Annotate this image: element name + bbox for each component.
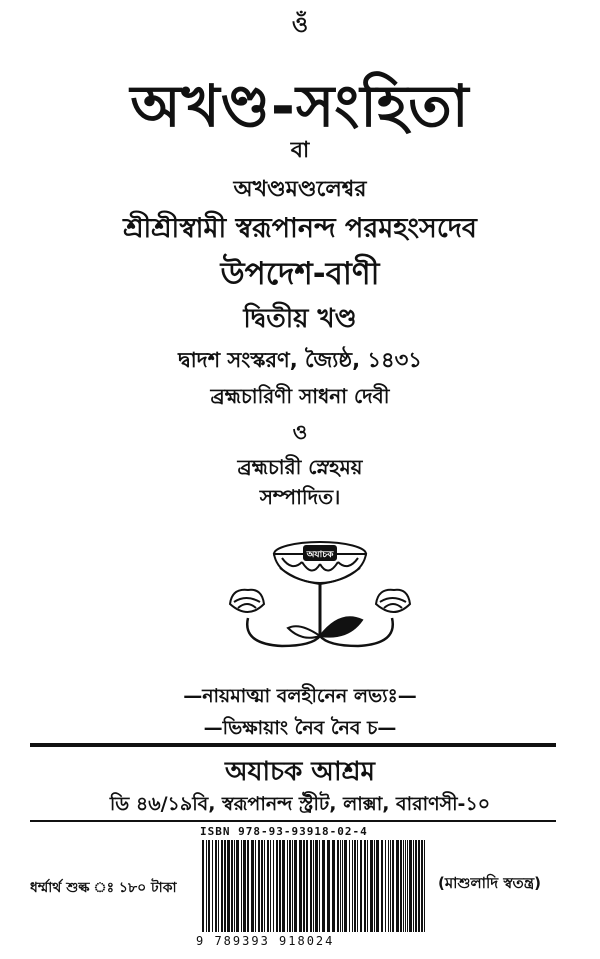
price: ধর্ম্মার্থ শুল্ক ঃ ১৮০ টাকা [30,880,177,896]
divider-bottom [30,820,556,822]
divider-top [30,743,556,747]
motto-2: —ভিক্ষায়াং নৈব নৈব চ— [203,717,397,739]
author-name: শ্রীশ্রীস্বামী স্বরূপানন্দ পরমহংসদেব [123,213,477,244]
and-text: ও [292,420,308,444]
edited-by: সম্পাদিত। [259,485,341,509]
shipping-note: (মাশুলাদি স্বতন্ত্র) [438,874,542,892]
lotus-emblem-icon [222,528,418,658]
editor-1: ব্রহ্মচারিণী সাধনা দেবী [210,384,390,408]
isbn-text: ISBN 978-93-93918-02-4 [200,825,368,838]
edition: দ্বাদশ সংস্করণ, জ্যৈষ্ঠ, ১৪৩১ [178,348,422,372]
subtitle: উপদেশ-বাণী [220,256,380,292]
publisher-name: অযাচক আশ্রম [225,757,375,787]
emblem-label: অযাচক [306,550,334,560]
author-epithet: অখণ্ডমণ্ডলেশ্বর [233,177,367,202]
motto-1: —নায়মাত্মা বলহীনেন লভ্যঃ— [183,685,417,707]
volume: দ্বিতীয় খণ্ড [243,304,357,334]
editor-2: ব্রহ্মচারী স্নেহময় [237,455,363,479]
or-text: বা [290,138,310,163]
book-title: অখণ্ড-সংহিতা [130,72,470,140]
publisher-address: ডি ৪৬/১৯বি, স্বরূপানন্দ স্ট্রীট, লাক্সা, বারাণসী-১০ [109,793,491,815]
isbn-number: 9 789393 918024 [196,934,335,948]
barcode-icon [200,840,430,932]
om-symbol: ওঁ [291,13,309,38]
